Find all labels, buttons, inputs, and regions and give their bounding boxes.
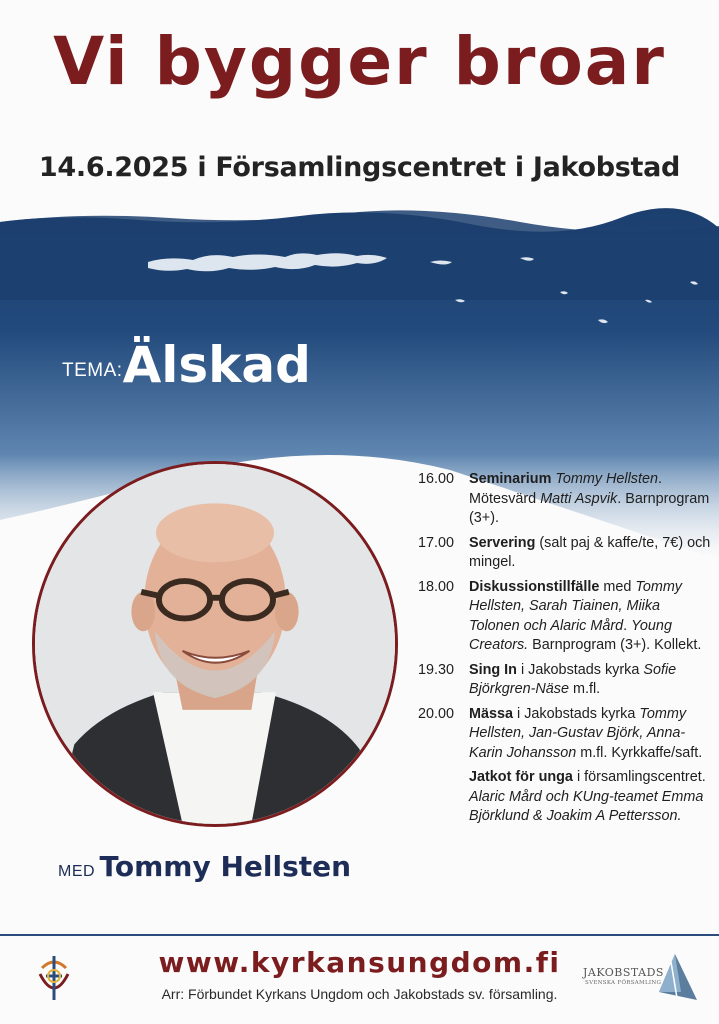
schedule-list [418,470,714,832]
schedule-description [469,578,714,656]
schedule-time [418,768,469,827]
website-link[interactable]: www.kyrkansungdom.fi [158,946,561,979]
schedule-text: Barnprogram (3+). Kollekt. [528,637,702,653]
schedule-text: i Jakobstads kyrka [513,705,640,722]
schedule-description [469,661,714,700]
schedule-item [418,578,714,656]
schedule-time: 16.00 [418,471,455,487]
logo-name: JAKOBSTADS [583,966,664,979]
schedule-text: m.fl. Kyrkkaffe/saft. [576,744,703,761]
speaker-name: Tommy Hellsten [99,850,352,883]
speaker-line [58,850,351,883]
schedule-text: Diskussionstillfälle [469,578,600,595]
jakobstads-forsamling-logo-icon [583,950,699,1006]
schedule-item [418,534,714,573]
schedule-text: Mässa [469,705,514,722]
schedule-text: Jatkot för unga [469,769,573,785]
schedule-text: Seminarium [469,471,552,487]
organizer-credit: Arr: Förbundet Kyrkans Ungdom och Jakobstads sv. församling. [161,986,558,1002]
schedule-text: Sing In [469,661,517,678]
schedule-time: 17.00 [418,534,455,551]
schedule-text: Servering [469,534,536,551]
schedule-time: 19.30 [418,661,455,678]
schedule-text: Tommy Hellsten [555,471,659,487]
schedule-time: 20.00 [418,705,455,722]
schedule-description [469,705,714,764]
schedule-item [418,705,714,764]
schedule-text: (salt paj & kaffe/te, 7€) och mingel. [469,534,711,570]
schedule-text: Sofie Björkgren-Näse [469,661,677,697]
schedule-text: Alaric Mård och KUng-teamet Emma Björklund & Joakim A Pettersson. [469,788,704,824]
schedule-text: Matti Aspvik [540,490,618,507]
schedule-text: Tommy Hellsten, Jan-Gustav Björk, Anna-Karin Johansson [469,705,687,761]
schedule-description [469,768,714,827]
schedule-text: med [599,578,636,595]
poster-title: Vi bygger broar [53,23,666,100]
logo-subname: SVENSKA FÖRSAMLING [585,980,662,986]
theme-heading [62,336,311,394]
schedule-description [469,534,714,573]
schedule-item [418,470,714,529]
schedule-time: 18.00 [418,578,455,595]
event-date-location: 14.6.2025 i Församlingscentret i Jakobstad [38,152,681,183]
schedule-text: . Barnprogram (3+). [469,490,710,526]
schedule-text: Tommy Hellsten, Sarah Tiainen, Miika Tolonen och Alaric Mård [469,578,683,634]
schedule-text: i församlingscentret. [572,769,706,785]
schedule-text: m.fl. [568,681,601,697]
schedule-text: . Mötesvärd [469,471,663,507]
schedule-description [469,470,714,529]
schedule-item [418,768,714,827]
schedule-text: . [623,617,632,634]
footer-divider [0,934,719,936]
with-label: MED [58,863,96,880]
theme-word: Älskad [122,336,311,394]
theme-label: TEMA: [62,360,123,381]
speaker-photo [32,461,398,827]
schedule-text: Young Creators. [469,617,672,653]
schedule-item [418,661,714,700]
schedule-text: i Jakobstads kyrka [516,661,644,678]
